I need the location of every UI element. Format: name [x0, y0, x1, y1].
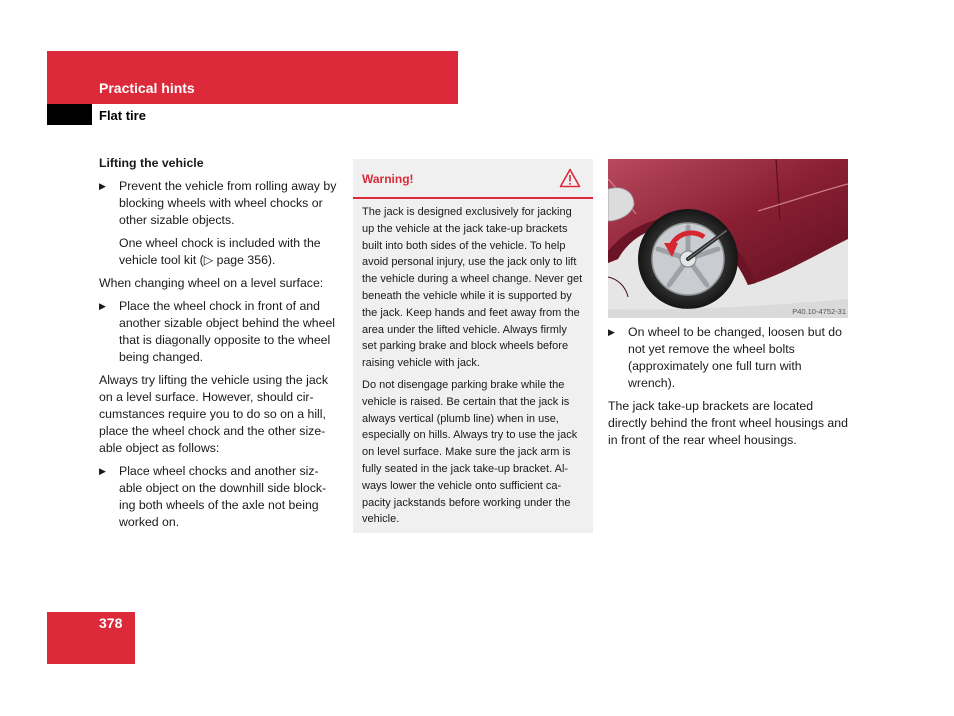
warning-box [353, 159, 593, 533]
bullet-arrow-icon: ▶ [99, 301, 106, 311]
bullet-item [99, 298, 339, 366]
warning-body [353, 199, 593, 528]
warning-paragraph: Do not disengage parking brake while the vehicle is raised. Be certain that the jack is always vertical (plumb line) when in use, especially on hills. Always try to use the jack on level surface. Make sure the jack arm is fully seated in the jack take-up bracket. Al- ways lower the vehicle onto sufficient ca- pacity jackstands before working under the vehicle. [362, 378, 578, 526]
bullet-text: On wheel to be changed, loosen but do not yet remove the wheel bolts (approximately one full turn with wrench). [628, 325, 842, 390]
subsection-title: Flat tire [99, 108, 146, 123]
page-number: 378 [99, 615, 123, 631]
right-column [608, 324, 850, 455]
bullet-text: Place wheel chocks and another siz- able object on the downhill side block- ing both wheels of the axle not being worked on. [119, 464, 327, 529]
bullet-text: Prevent the vehicle from rolling away by blocking wheels with wheel chocks or other sizable objects. [119, 179, 337, 227]
figure-loosening-wheel-bolts [608, 159, 848, 318]
paragraph: When changing wheel on a level surface: [99, 276, 324, 290]
section-tab-marker [47, 104, 92, 125]
paragraph: Always try lifting the vehicle using the jack on a level surface. However, should cir- cumstances require you to do so on a hill, place the wheel chock and the other size- able object as follows: [99, 373, 328, 455]
bullet-item [99, 178, 339, 229]
left-column [99, 155, 339, 537]
bullet-arrow-icon: ▶ [99, 181, 106, 191]
figure-code: P40.10-4752-31 [792, 307, 846, 316]
bullet-item [608, 324, 850, 392]
section-title: Practical hints [99, 80, 195, 96]
bullet-arrow-icon: ▶ [608, 327, 615, 337]
header-band [47, 51, 458, 104]
note-text: One wheel chock is included with the vehicle tool kit (▷ page 356). [119, 236, 321, 267]
warning-header [353, 159, 593, 199]
paragraph: The jack take-up brackets are located directly behind the front wheel housings and in front of the rear wheel housings. [608, 399, 848, 447]
warning-paragraph: The jack is designed exclusively for jacking up the vehicle at the jack take-up brackets built into both sides of the vehicle. To help avoid personal injury, use the jack only to lift the vehicle during a wheel change. Never get beneath the vehicle while it is supported by the jack. Keep hands and feet away from the area under the lifted vehicle. Always firmly set parking brake and block wheels before raising vehicle with jack. [362, 206, 583, 370]
warning-title: Warning! [362, 172, 414, 186]
warning-triangle-icon [559, 168, 581, 188]
heading-lifting-vehicle: Lifting the vehicle [99, 156, 204, 170]
bullet-text: Place the wheel chock in front of and another sizable object behind the wheel that is diagonally opposite to the wheel being changed. [119, 299, 336, 364]
car-wheel-illustration [608, 159, 848, 318]
bullet-item [99, 463, 339, 531]
bullet-arrow-icon: ▶ [99, 466, 106, 476]
